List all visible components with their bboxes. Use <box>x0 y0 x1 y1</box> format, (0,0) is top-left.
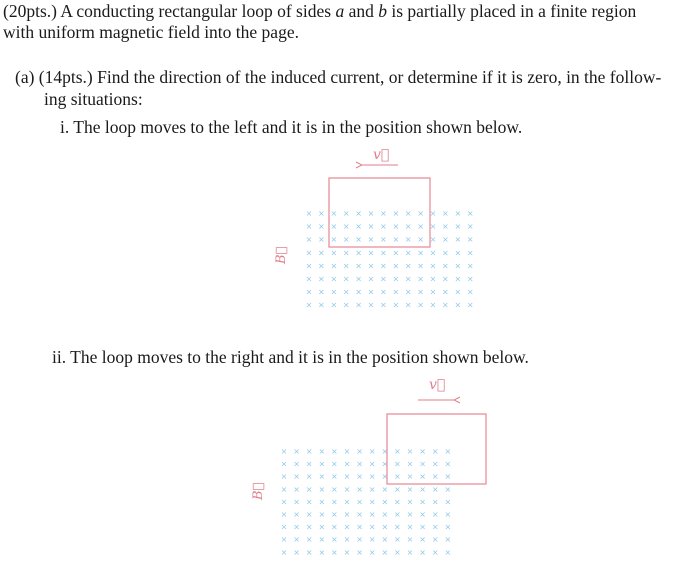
field-mark: × <box>330 261 338 271</box>
field-mark: × <box>442 261 449 271</box>
field-mark: × <box>431 497 439 507</box>
field-mark: × <box>429 222 437 232</box>
field-mark: × <box>305 447 313 456</box>
field-mark: × <box>419 522 426 532</box>
field-mark: × <box>380 261 387 271</box>
field-mark: × <box>368 459 376 469</box>
field-mark: × <box>318 459 326 469</box>
field-mark: × <box>419 535 426 545</box>
field-mark: × <box>305 274 313 284</box>
field-mark: × <box>305 547 313 557</box>
field-mark: × <box>356 459 363 469</box>
field-mark: × <box>355 209 362 218</box>
field-mark: × <box>417 261 424 271</box>
field-mark: × <box>355 235 362 245</box>
field-mark: × <box>429 248 437 258</box>
field-mark: × <box>305 209 313 218</box>
field-mark: × <box>429 235 437 245</box>
field-mark: × <box>343 497 351 507</box>
field-mark: × <box>392 248 400 258</box>
field-mark: × <box>406 472 414 482</box>
field-mark: × <box>293 497 300 507</box>
field-mark: × <box>394 510 401 519</box>
field-mark: × <box>404 287 412 297</box>
field-mark: × <box>417 248 424 258</box>
figure-ii <box>251 377 486 557</box>
field-mark: × <box>394 497 401 507</box>
field-mark: × <box>419 547 426 557</box>
field-mark: × <box>429 274 437 284</box>
intro-text-1: (20pts.) A conducting rectangular loop of sides <box>3 1 336 21</box>
field-mark: × <box>406 510 414 519</box>
field-mark: × <box>331 522 338 532</box>
field-mark: × <box>331 510 338 519</box>
field-mark: × <box>318 472 326 482</box>
field-mark: × <box>318 261 325 271</box>
field-mark: × <box>318 222 325 232</box>
field-mark: × <box>343 447 351 456</box>
field-mark: × <box>419 510 426 519</box>
field-mark: × <box>454 300 462 310</box>
field-mark: × <box>342 222 350 232</box>
magnetic-field-region-i <box>306 209 474 310</box>
field-mark: × <box>342 300 350 310</box>
field-mark: × <box>381 535 389 545</box>
field-mark: × <box>419 484 426 494</box>
field-mark: × <box>280 472 288 482</box>
field-mark: × <box>392 261 400 271</box>
field-mark: × <box>444 522 452 532</box>
field-mark: × <box>368 447 376 456</box>
field-mark: × <box>454 274 462 284</box>
field-mark: × <box>330 235 338 245</box>
field-mark: × <box>305 497 313 507</box>
field-mark: × <box>381 484 389 494</box>
field-mark: × <box>381 497 389 507</box>
field-mark: × <box>406 547 414 557</box>
field-mark: × <box>280 459 288 469</box>
field-mark: × <box>355 261 362 271</box>
field-mark: × <box>394 522 401 532</box>
field-mark: × <box>394 484 401 494</box>
field-mark: × <box>356 497 363 507</box>
field-mark: × <box>280 535 288 545</box>
field-mark: × <box>417 300 424 310</box>
field-mark: × <box>331 472 338 482</box>
field-mark: × <box>318 510 326 519</box>
field-mark: × <box>442 287 449 297</box>
field-mark: × <box>442 300 449 310</box>
field-mark: × <box>330 222 338 232</box>
field-mark: × <box>454 222 462 232</box>
field-mark: × <box>355 222 362 232</box>
field-mark: × <box>367 300 375 310</box>
field-mark: × <box>367 209 375 218</box>
field-mark: × <box>305 261 313 271</box>
field-mark: × <box>404 261 412 271</box>
field-mark: × <box>404 235 412 245</box>
field-mark: × <box>394 547 401 557</box>
field-mark: × <box>392 300 400 310</box>
field-mark: × <box>417 235 424 245</box>
field-mark: × <box>342 261 350 271</box>
field-mark: × <box>444 447 452 456</box>
field-mark: × <box>419 497 426 507</box>
field-mark: × <box>367 274 375 284</box>
field-mark: × <box>381 459 389 469</box>
field-mark: × <box>293 547 300 557</box>
field-mark: × <box>429 261 437 271</box>
field-mark: × <box>330 287 338 297</box>
field-mark: × <box>466 248 474 258</box>
field-label-i: B⃗ <box>274 246 289 264</box>
field-mark: × <box>280 510 288 519</box>
field-mark: × <box>367 248 375 258</box>
field-mark: × <box>392 222 400 232</box>
field-mark: × <box>342 248 350 258</box>
field-mark: × <box>367 222 375 232</box>
field-mark: × <box>356 522 363 532</box>
field-mark: × <box>454 209 462 218</box>
field-mark: × <box>380 287 387 297</box>
field-mark: × <box>343 459 351 469</box>
field-mark: × <box>356 472 363 482</box>
case-i-text: i. The loop moves to the left and it is in the position shown below. <box>60 117 523 137</box>
field-mark: × <box>343 510 351 519</box>
field-mark: × <box>330 300 338 310</box>
field-mark: × <box>380 235 387 245</box>
field-mark: × <box>293 510 300 519</box>
field-mark: × <box>431 510 439 519</box>
field-mark: × <box>343 535 351 545</box>
field-mark: × <box>331 535 338 545</box>
field-mark: × <box>417 222 424 232</box>
field-mark: × <box>444 535 452 545</box>
field-mark: × <box>305 222 313 232</box>
field-mark: × <box>356 447 363 456</box>
intro-text-3: is partially placed in a finite region <box>386 1 637 21</box>
field-mark: × <box>380 300 387 310</box>
field-mark: × <box>454 287 462 297</box>
field-mark: × <box>442 222 449 232</box>
field-mark: × <box>406 535 414 545</box>
field-mark: × <box>293 447 300 456</box>
field-mark: × <box>406 497 414 507</box>
field-mark: × <box>343 472 351 482</box>
field-mark: × <box>404 274 412 284</box>
field-mark: × <box>394 459 401 469</box>
field-mark: × <box>444 510 452 519</box>
field-mark: × <box>331 497 338 507</box>
field-mark: × <box>367 287 375 297</box>
field-mark: × <box>442 209 449 218</box>
field-mark: × <box>343 484 351 494</box>
field-mark: × <box>355 274 362 284</box>
field-mark: × <box>419 472 426 482</box>
field-mark: × <box>368 497 376 507</box>
field-mark: × <box>368 510 376 519</box>
field-mark: × <box>318 300 325 310</box>
field-mark: × <box>356 484 363 494</box>
field-mark: × <box>466 300 474 310</box>
field-mark: × <box>342 235 350 245</box>
field-mark: × <box>380 248 387 258</box>
field-mark: × <box>431 484 439 494</box>
intro-text-2: and <box>344 1 379 21</box>
field-mark: × <box>331 547 338 557</box>
field-mark: × <box>318 484 326 494</box>
field-mark: × <box>318 248 325 258</box>
variable-b: b <box>378 1 387 21</box>
field-mark: × <box>318 547 326 557</box>
field-mark: × <box>417 287 424 297</box>
field-mark: × <box>330 209 338 218</box>
field-mark: × <box>392 274 400 284</box>
field-mark: × <box>305 459 313 469</box>
field-mark: × <box>466 209 474 218</box>
field-mark: × <box>431 522 439 532</box>
field-mark: × <box>280 522 288 532</box>
velocity-label-i: v⃗ <box>373 147 390 163</box>
field-mark: × <box>381 510 389 519</box>
field-mark: × <box>466 235 474 245</box>
field-mark: × <box>342 209 350 218</box>
field-mark: × <box>404 300 412 310</box>
field-mark: × <box>406 484 414 494</box>
field-mark: × <box>355 300 362 310</box>
field-mark: × <box>367 261 375 271</box>
field-mark: × <box>406 447 414 456</box>
field-mark: × <box>293 535 300 545</box>
field-mark: × <box>305 522 313 532</box>
field-mark: × <box>431 472 439 482</box>
field-mark: × <box>429 300 437 310</box>
field-mark: × <box>318 274 325 284</box>
field-mark: × <box>404 222 412 232</box>
field-mark: × <box>406 522 414 532</box>
field-mark: × <box>368 522 376 532</box>
field-mark: × <box>381 447 389 456</box>
field-mark: × <box>394 535 401 545</box>
field-mark: × <box>343 547 351 557</box>
field-mark: × <box>417 274 424 284</box>
field-mark: × <box>343 522 351 532</box>
field-mark: × <box>356 547 363 557</box>
field-mark: × <box>406 459 414 469</box>
field-mark: × <box>444 472 452 482</box>
field-mark: × <box>368 547 376 557</box>
field-mark: × <box>454 235 462 245</box>
field-mark: × <box>444 484 452 494</box>
field-mark: × <box>342 274 350 284</box>
field-mark: × <box>404 209 412 218</box>
field-mark: × <box>305 287 313 297</box>
field-mark: × <box>419 447 426 456</box>
field-mark: × <box>431 459 439 469</box>
field-mark: × <box>318 497 326 507</box>
field-mark: × <box>356 510 363 519</box>
field-mark: × <box>394 472 401 482</box>
field-mark: × <box>431 535 439 545</box>
field-mark: × <box>404 248 412 258</box>
field-mark: × <box>318 287 325 297</box>
field-mark: × <box>454 261 462 271</box>
field-mark: × <box>305 248 313 258</box>
field-mark: × <box>466 274 474 284</box>
field-mark: × <box>331 484 338 494</box>
field-mark: × <box>330 274 338 284</box>
field-mark: × <box>392 209 400 218</box>
field-mark: × <box>442 274 449 284</box>
figure-i <box>274 147 474 310</box>
field-mark: × <box>429 209 437 218</box>
field-mark: × <box>280 547 288 557</box>
case-ii-text: ii. The loop moves to the right and it is in the position shown below. <box>52 347 529 367</box>
field-mark: × <box>367 235 375 245</box>
field-mark: × <box>318 522 326 532</box>
field-mark: × <box>419 459 426 469</box>
field-mark: × <box>380 274 387 284</box>
field-mark: × <box>305 300 313 310</box>
field-mark: × <box>454 248 462 258</box>
field-mark: × <box>355 248 362 258</box>
field-mark: × <box>429 287 437 297</box>
field-mark: × <box>380 209 387 218</box>
field-mark: × <box>368 484 376 494</box>
field-mark: × <box>466 261 474 271</box>
field-mark: × <box>381 522 389 532</box>
field-mark: × <box>305 510 313 519</box>
field-mark: × <box>356 535 363 545</box>
field-mark: × <box>342 287 350 297</box>
field-mark: × <box>318 209 325 218</box>
field-mark: × <box>293 522 300 532</box>
field-label-ii: B⃗ <box>251 482 266 500</box>
magnetic-field-region-ii <box>281 447 452 557</box>
field-mark: × <box>381 547 389 557</box>
field-mark: × <box>368 472 376 482</box>
field-mark: × <box>318 535 326 545</box>
field-mark: × <box>293 459 300 469</box>
field-mark: × <box>305 484 313 494</box>
field-mark: × <box>380 222 387 232</box>
field-mark: × <box>331 459 338 469</box>
field-mark: × <box>394 447 401 456</box>
field-mark: × <box>330 248 338 258</box>
field-mark: × <box>305 535 313 545</box>
field-mark: × <box>381 472 389 482</box>
field-mark: × <box>466 222 474 232</box>
field-mark: × <box>392 235 400 245</box>
part-a-line1: (a) (14pts.) Find the direction of the induced current, or determine if it is zero, in the follow- <box>15 67 662 87</box>
field-mark: × <box>444 459 452 469</box>
field-mark: × <box>305 235 313 245</box>
problem-intro-line2: with uniform magnetic field into the page. <box>3 22 299 42</box>
field-mark: × <box>318 447 326 456</box>
field-mark: × <box>293 472 300 482</box>
field-mark: × <box>431 447 439 456</box>
field-mark: × <box>280 484 288 494</box>
field-mark: × <box>444 497 452 507</box>
field-mark: × <box>305 472 313 482</box>
part-a-line2: ing situations: <box>44 89 143 109</box>
field-mark: × <box>392 287 400 297</box>
field-mark: × <box>444 547 452 557</box>
field-mark: × <box>293 484 300 494</box>
field-mark: × <box>431 547 439 557</box>
field-mark: × <box>442 248 449 258</box>
field-mark: × <box>442 235 449 245</box>
variable-a: a <box>335 1 345 21</box>
field-mark: × <box>368 535 376 545</box>
field-mark: × <box>466 287 474 297</box>
field-mark: × <box>280 497 288 507</box>
field-mark: × <box>355 287 362 297</box>
field-mark: × <box>331 447 338 456</box>
field-mark: × <box>318 235 325 245</box>
field-mark: × <box>417 209 424 218</box>
field-mark: × <box>280 447 288 456</box>
velocity-label-ii: v⃗ <box>429 377 446 393</box>
